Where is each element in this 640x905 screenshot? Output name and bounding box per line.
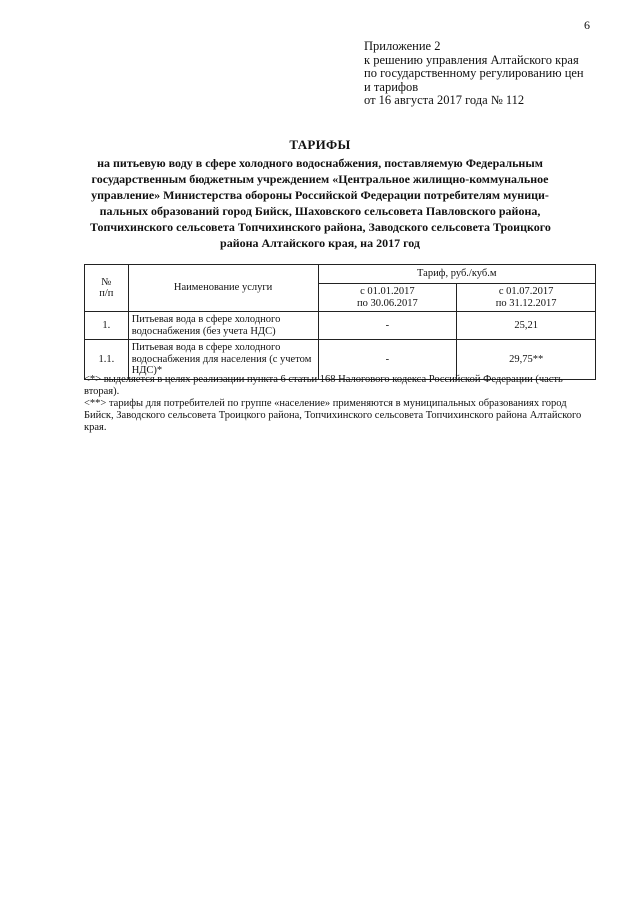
- row-number: 1.1.: [85, 340, 129, 380]
- header-period-2-line2: по 31.12.2017: [495, 297, 557, 309]
- appendix-line: Приложение 2: [364, 39, 441, 53]
- appendix-line: по государственному регулированию цен: [364, 66, 584, 80]
- row-service-name: Питьевая вода в сфере холодного водоснабжения для населения (с учетом НДС)*: [128, 340, 318, 380]
- appendix-line: к решению управления Алтайского края: [364, 52, 579, 67]
- subtitle-line: района Алтайского края, на 2017 год: [220, 236, 420, 250]
- header-number-line2: п/п: [99, 288, 114, 299]
- subtitle-line: управление» Министерства обороны Российской Федерации потребителям муници-: [91, 188, 549, 202]
- appendix-reference: [364, 40, 614, 108]
- appendix-line: и тарифов: [364, 79, 419, 94]
- document-subtitle: [90, 155, 550, 251]
- header-tariff: Тариф, руб./куб.м: [318, 265, 595, 284]
- header-period-2: [457, 284, 596, 312]
- header-period-2-line1: с 01.07.2017: [498, 286, 554, 297]
- row-tariff-period-1: -: [318, 312, 457, 340]
- header-period-1-line1: с 01.01.2017: [360, 286, 415, 297]
- header-service-name: Наименование услуги: [128, 265, 318, 312]
- subtitle-line: на питьевую воду в сфере холодного водоснабжения, поставляемую Федеральным: [97, 156, 543, 170]
- header-number-line1: №: [101, 276, 112, 288]
- subtitle-line: государственным бюджетным учреждением «Центральное жилищно-коммунальное: [91, 172, 549, 186]
- footnote: <*> выделяется в целях реализации пункта 6 статьи 168 Налогового кодекса Российской Федерации (часть вторая).: [84, 374, 563, 397]
- header-number: [85, 265, 129, 312]
- tariffs-table: [84, 264, 596, 380]
- header-period-1-line2: по 30.06.2017: [357, 297, 418, 309]
- row-tariff-period-2: 25,21: [457, 312, 596, 340]
- document-title: ТАРИФЫ: [289, 137, 351, 152]
- footnotes: [84, 374, 598, 434]
- row-number: 1.: [85, 312, 129, 340]
- footnote: <**> тарифы для потребителей по группе «население» применяются в муниципальных образованиях город Бийск, Заводского сельсовета Троицкого района, Топчихинского сельсовета Топчихинского района Алтайского края.: [84, 398, 582, 433]
- table-row: [85, 312, 596, 340]
- subtitle-line: пальных образований город Бийск, Шаховского сельсовета Павловского района,: [99, 204, 541, 218]
- header-period-1: [318, 284, 457, 312]
- row-tariff-period-2: 29,75**: [457, 340, 596, 380]
- row-service-name: Питьевая вода в сфере холодного водоснабжения (без учета НДС): [128, 312, 318, 340]
- page-number: 6: [584, 18, 590, 32]
- table-header-row: [85, 265, 596, 284]
- row-tariff-period-1: -: [318, 340, 457, 380]
- subtitle-line: Топчихинского сельсовета Топчихинского района, Заводского сельсовета Троицкого: [90, 220, 551, 234]
- appendix-line: от 16 августа 2017 года № 112: [364, 93, 525, 107]
